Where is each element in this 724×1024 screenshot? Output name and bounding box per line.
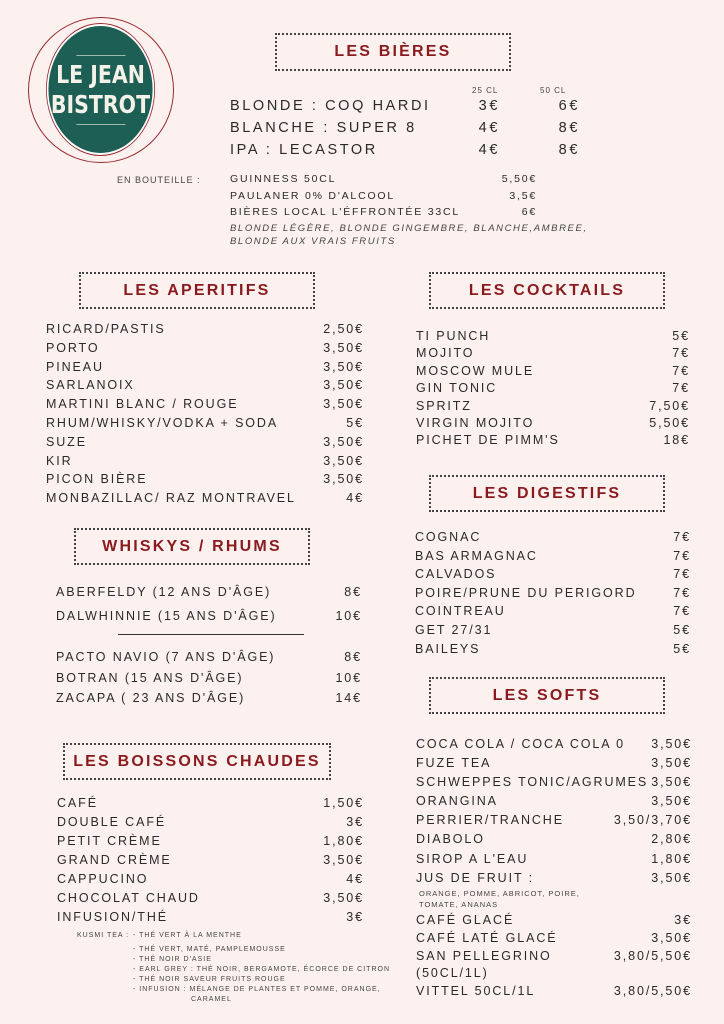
item-name: BIÈRES LOCAL L'ÉFFRONTÉE 33CL: [230, 206, 461, 218]
item-price: 7€: [673, 604, 691, 619]
item-name: GET 27/31: [415, 622, 493, 637]
menu-item: [416, 399, 690, 416]
logo-line1: LE JEAN: [56, 59, 145, 89]
menu-item: [416, 984, 692, 1002]
item-name: SARLANOIX: [46, 378, 135, 393]
menu-item: [416, 852, 692, 871]
item-price: 3,80/5,50€: [613, 984, 692, 999]
item-price: 6€: [558, 98, 580, 114]
item-price: 10€: [335, 609, 362, 623]
kusmi-item: - THÉ NOIR SAVEUR FRUITS ROUGE: [133, 976, 286, 983]
menu-item: [46, 435, 364, 454]
item-price: 5€: [673, 641, 691, 656]
item-price: 3,50€: [323, 453, 364, 468]
menu-item: [57, 891, 364, 910]
item-name: POIRE/PRUNE DU PERIGORD: [415, 585, 637, 600]
menu-item: [57, 815, 364, 834]
menu-item: [416, 381, 690, 398]
item-price: 3€: [674, 913, 692, 927]
kusmi-item: - INFUSION : MÉLANGE DE PLANTES ET POMME, ORANGE,: [133, 986, 381, 993]
menu-item: [46, 378, 364, 397]
menu-item: [56, 609, 362, 633]
item-price: 3,50€: [651, 775, 692, 790]
menu-item: [416, 433, 690, 450]
menu-item: [57, 796, 364, 815]
menu-item: [56, 691, 362, 712]
kusmi-item: CARAMEL: [191, 996, 232, 1003]
item-price: 2,50€: [323, 322, 364, 336]
item-name: PETIT CRÈME: [57, 834, 162, 848]
item-name: IPA : LECASTOR: [230, 142, 378, 158]
menu-item: [57, 834, 364, 853]
menu-item: [230, 120, 580, 142]
section-title-bieres: LES BIÈRES: [275, 33, 511, 71]
item-price: 3,50/3,70€: [613, 813, 692, 828]
item-price: 1,50€: [323, 796, 364, 810]
item-name: MONBAZILLAC/ RAZ MONTRAVEL: [46, 491, 296, 506]
item-name: CAFÉ GLACÉ: [416, 913, 515, 927]
menu-item: [416, 832, 692, 851]
item-name: DALWHINNIE (15 ANS D'ÂGE): [56, 609, 277, 623]
item-name: PICHET DE PIMM'S: [416, 433, 560, 448]
item-price: 3,5€: [509, 189, 537, 202]
item-price: 7€: [672, 363, 690, 378]
menu-item: [416, 329, 690, 346]
menu-item: [416, 931, 692, 949]
item-name: COINTREAU: [415, 604, 506, 619]
menu-item: [416, 737, 692, 756]
item-name: MOJITO: [416, 346, 475, 361]
menu-item: [46, 322, 364, 341]
logo-line2: BISTROT: [50, 89, 151, 119]
menu-item: [46, 491, 364, 510]
item-price: 3,50€: [323, 853, 364, 867]
item-price: 2,80€: [651, 832, 692, 847]
item-name: INFUSION/THÉ: [57, 910, 168, 924]
menu-item: [415, 530, 691, 549]
section-title-cocktails: LES COCKTAILS: [429, 272, 665, 309]
menu-item: [416, 949, 692, 967]
item-price: 18€: [663, 433, 690, 448]
menu-item: [416, 416, 690, 433]
item-price: 5€: [673, 622, 691, 637]
item-price: 1,80€: [323, 834, 364, 848]
item-name: COGNAC: [415, 530, 482, 544]
item-price: 7€: [673, 567, 691, 582]
item-name: BLANCHE : SUPER 8: [230, 120, 417, 136]
divider: [118, 634, 304, 635]
item-name: PACTO NAVIO (7 ANS D'ÂGE): [56, 650, 276, 664]
item-name: SUZE: [46, 434, 87, 449]
item-price: 3€: [478, 98, 500, 114]
item-name: JUS DE FRUIT :: [416, 870, 535, 885]
kusmi-label: KUSMI TEA :: [77, 932, 130, 939]
item-price: 4€: [346, 491, 364, 506]
section-title-aperitifs: LES APERITIFS: [79, 272, 315, 309]
item-name: DOUBLE CAFÉ: [57, 815, 167, 829]
item-name: PINEAU: [46, 359, 104, 374]
menu-item: [416, 871, 692, 890]
item-price: 1,80€: [651, 851, 692, 866]
item-name: BLONDE : COQ HARDI: [230, 98, 431, 114]
menu-item: [46, 454, 364, 473]
item-name: CAFÉ LATÉ GLACÉ: [416, 930, 558, 945]
menu-item: [416, 346, 690, 363]
item-name: GIN TONIC: [416, 381, 498, 396]
item-name: VITTEL 50CL/1L: [416, 984, 536, 999]
item-name: SPRITZ: [416, 398, 472, 413]
menu-item: [416, 794, 692, 813]
menu-item: [46, 341, 364, 360]
item-price: 7€: [673, 548, 691, 563]
item-price: 8€: [558, 120, 580, 136]
item-price: 7€: [673, 530, 691, 544]
item-name: ZACAPA ( 23 ANS D'ÂGE): [56, 691, 246, 705]
item-price: 7€: [672, 381, 690, 396]
item-name: PAULANER 0% D'ALCOOL: [230, 189, 396, 202]
item-price: 3,50€: [323, 472, 364, 487]
kusmi-item: - THÉ VERT À LA MENTHE: [133, 932, 242, 939]
item-price: 3,50€: [323, 397, 364, 412]
menu-item: [415, 567, 691, 586]
menu-item: [57, 910, 364, 929]
item-price: 3,50€: [323, 340, 364, 355]
menu-item: [57, 872, 364, 891]
item-name: ABERFELDY (12 ANS D'ÂGE): [56, 585, 272, 599]
menu-item: [415, 549, 691, 568]
item-price: 5€: [672, 329, 690, 343]
menu-item: [416, 775, 692, 794]
menu-item: [416, 364, 690, 381]
menu-item: [46, 360, 364, 379]
menu-item: [415, 604, 691, 623]
item-price: 3,50€: [651, 930, 692, 945]
item-name: GUINNESS 50CL: [230, 173, 337, 185]
item-name: CAFÉ: [57, 796, 98, 810]
item-name: ORANGINA: [416, 794, 498, 809]
item-name: CALVADOS: [415, 567, 497, 582]
menu-item: [230, 142, 580, 164]
item-price: 3,50€: [651, 737, 692, 751]
item-price: 8€: [344, 650, 362, 664]
item-price: 3,50€: [323, 891, 364, 905]
item-price: 4€: [346, 872, 364, 886]
item-price: 5,50€: [649, 415, 690, 430]
item-price: 14€: [335, 691, 362, 705]
menu-item: [230, 98, 580, 120]
item-name: BAILEYS: [415, 641, 481, 656]
menu-item: [46, 472, 364, 491]
item-name: FUZE TEA: [416, 756, 492, 771]
item-price: 8€: [558, 142, 580, 158]
menu-item: [415, 642, 691, 661]
kusmi-item: - THÉ VERT, MATÉ, PAMPLEMOUSSE: [133, 946, 286, 953]
bieres-note: BLONDE AUX VRAIS FRUITS: [230, 236, 396, 247]
item-price: 10€: [335, 670, 362, 685]
item-name: KIR: [46, 453, 73, 468]
col-25cl: 25 CL: [472, 86, 499, 95]
item-name: SCHWEPPES TONIC/AGRUMES: [416, 775, 649, 790]
item-name: BOTRAN (15 ANS D'ÂGE): [56, 670, 244, 685]
section-title-digestifs: LES DIGESTIFS: [429, 475, 665, 512]
item-price: 5€: [346, 415, 364, 430]
item-name: RICARD/PASTIS: [46, 322, 166, 336]
item-name: MOSCOW MULE: [416, 363, 535, 378]
menu-item: [415, 586, 691, 605]
kusmi-item: - THÉ NOIR D'ASIE: [133, 956, 212, 963]
menu-item: [56, 671, 362, 692]
item-price: 6€: [521, 206, 537, 218]
menu-item: [416, 813, 692, 832]
item-price: 4€: [478, 120, 500, 136]
item-name: BAS ARMAGNAC: [415, 548, 538, 563]
item-price: 7€: [672, 346, 690, 361]
menu-item: [416, 966, 692, 984]
section-title-softs: LES SOFTS: [429, 677, 665, 714]
section-title-whiskys: WHISKYS / RHUMS: [74, 528, 310, 565]
item-price: 3,50€: [651, 870, 692, 885]
menu-item: [416, 913, 692, 931]
item-price: 3,50€: [323, 378, 364, 393]
menu-item: [46, 416, 364, 435]
bieres-note: BLONDE LÉGÈRE, BLONDE GINGEMBRE, BLANCHE,AMBREE,: [230, 223, 588, 234]
col-50cl: 50 CL: [540, 86, 567, 95]
item-price: 8€: [344, 585, 362, 599]
item-price: 3,50€: [323, 434, 364, 449]
menu-item: [46, 397, 364, 416]
logo: [28, 17, 174, 163]
item-name: SAN PELLEGRINO: [416, 948, 552, 963]
bottle-label: EN BOUTEILLE :: [117, 175, 201, 185]
item-price: 3€: [346, 815, 364, 829]
section-title-chaudes: LES BOISSONS CHAUDES: [63, 743, 331, 780]
item-name: GRAND CRÈME: [57, 853, 172, 867]
fruits-note: TOMATE, ANANAS: [419, 900, 499, 909]
menu-item: [415, 623, 691, 642]
item-price: 3,50€: [323, 359, 364, 374]
menu-item: [416, 756, 692, 775]
item-price: 3,50€: [651, 756, 692, 771]
item-name: (50CL/1L): [416, 966, 489, 981]
item-price: 4€: [478, 142, 500, 158]
item-price: 3,80/5,50€: [613, 948, 692, 963]
item-price: 7,50€: [649, 398, 690, 413]
item-name: RHUM/WHISKY/VODKA + SODA: [46, 415, 279, 430]
item-name: PERRIER/TRANCHE: [416, 813, 564, 828]
item-name: PICON BIÈRE: [46, 472, 148, 487]
item-price: 3€: [346, 910, 364, 924]
menu-item: [230, 173, 537, 190]
kusmi-item: - EARL GREY : THÉ NOIR, BERGAMOTE, ÉCORCE DE CITRON: [133, 966, 391, 973]
fruits-note: ORANGE, POMME, ABRICOT, POIRE,: [419, 889, 580, 898]
item-name: PORTO: [46, 340, 100, 355]
item-name: CHOCOLAT CHAUD: [57, 891, 200, 905]
item-name: DIABOLO: [416, 832, 485, 847]
item-name: COCA COLA / COCA COLA 0: [416, 737, 626, 751]
item-name: VIRGIN MOJITO: [416, 415, 535, 430]
item-price: 7€: [673, 585, 691, 600]
item-name: CAPPUCINO: [57, 872, 149, 886]
item-price: 5,50€: [501, 173, 537, 185]
item-name: TI PUNCH: [416, 329, 491, 343]
item-name: MARTINI BLANC / ROUGE: [46, 397, 239, 412]
menu-item: [56, 650, 362, 671]
menu-item: [57, 853, 364, 872]
menu-item: [230, 206, 537, 223]
item-name: SIROP A L'EAU: [416, 851, 529, 866]
menu-item: [230, 190, 537, 207]
menu-item: [56, 585, 362, 609]
item-price: 3,50€: [651, 794, 692, 809]
